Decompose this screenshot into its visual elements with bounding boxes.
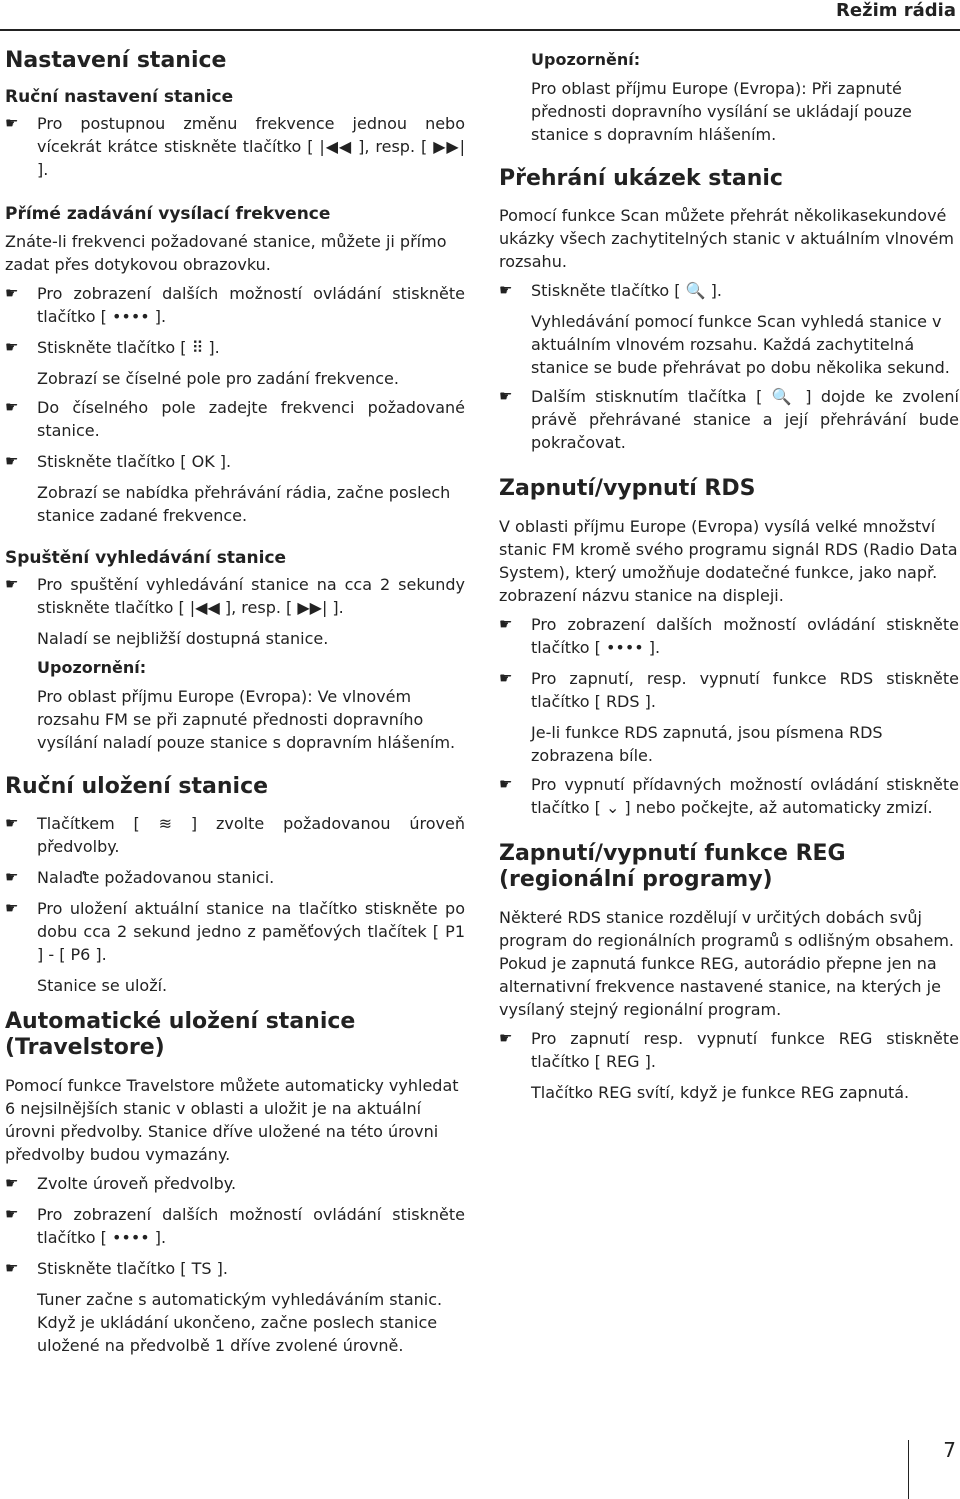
- result-note: Naladí se nejbližší dostupná stanice.: [37, 628, 329, 648]
- warning-text: Pro oblast příjmu Europe (Evropa): Ve vlnovém rozsahu FM se při zapnuté přednosti dopravního vysílání naladí pouze stanice s dopravním hlášením.: [37, 686, 456, 752]
- result-note: Stanice se uloží.: [37, 976, 168, 996]
- pointing-hand-icon: ☛: [5, 1258, 19, 1277]
- list-item: ☛ Stiskněte tlačítko [ OK ].: [5, 451, 232, 471]
- list-item: ☛ Pro zapnutí, resp. vypnutí funkce RDS stiskněte tlačítko [ RDS ].: [499, 668, 959, 711]
- subheading-station-search: Spuštění vyhledávání stanice: [5, 547, 287, 568]
- list-item: ☛ Stiskněte tlačítko [ 🔍 ].: [499, 281, 722, 301]
- pointing-hand-icon: ☛: [5, 114, 19, 133]
- subheading-direct-entry: Přímé zadávání vysílací frekvence: [5, 204, 331, 225]
- result-note: Zobrazí se nabídka přehrávání rádia, začne poslech stanice zadané frekvence.: [37, 482, 451, 525]
- paragraph: Pomocí funkce Scan můžete přehrát několikasekundové ukázky všech zachytitelných stanic v aktuálním vlnovém rozsahu.: [499, 206, 954, 272]
- pointing-hand-icon: ☛: [5, 397, 19, 416]
- list-item: ☛ Pro zobrazení dalších možností ovládání stiskněte tlačítko [ •••• ].: [499, 614, 959, 657]
- list-item: ☛ Pro zobrazení dalších možností ovládání stiskněte tlačítko [ •••• ].: [5, 283, 465, 326]
- left-column: [5, 48, 465, 1363]
- pointing-hand-icon: ☛: [499, 774, 513, 793]
- pointing-hand-icon: ☛: [5, 574, 19, 593]
- result-note: Je-li funkce RDS zapnutá, jsou písmena RDS zobrazena bíle.: [531, 722, 883, 765]
- pointing-hand-icon: ☛: [499, 614, 513, 633]
- pointing-hand-icon: ☛: [5, 899, 19, 918]
- paragraph: V oblasti příjmu Europe (Evropa) vysílá velké množství stanic FM kromě svého programu signál RDS (Radio Data System), který umožňuje dodatečné funkce, jako např. zobrazení názvu stanice na displeji.: [499, 516, 958, 605]
- heading-auto-save: Automatické uložení stanice (Travelstore): [5, 1009, 356, 1061]
- pointing-hand-icon: ☛: [5, 1173, 19, 1192]
- list-item: ☛ Dalším stisknutím tlačítka [ 🔍 ] dojde ke zvolení právě přehrávané stanice a její přehrávání bude pokračovat.: [499, 387, 959, 453]
- heading-reg: Zapnutí/vypnutí funkce REG (regionální programy): [499, 840, 846, 893]
- pointing-hand-icon: ☛: [499, 281, 513, 300]
- list-item: ☛ Tlačítkem [ ≋ ] zvolte požadovanou úroveň předvolby.: [5, 814, 465, 857]
- list-item: ☛ Pro vypnutí přídavných možností ovládání stiskněte tlačítko [ ⌄ ] nebo počkejte, až automaticky zmizí.: [499, 774, 959, 817]
- result-note: Zobrazí se číselné pole pro zadání frekvence.: [37, 368, 399, 388]
- list-item: ☛ Do číselného pole zadejte frekvenci požadované stanice.: [5, 397, 465, 440]
- warning-text: Pro oblast příjmu Europe (Evropa): Při zapnuté přednosti dopravního vysílání se ukládají pouze stanice s dopravním hlášením.: [531, 79, 912, 144]
- pointing-hand-icon: ☛: [5, 814, 19, 833]
- list-item: ☛ Pro uložení aktuální stanice na tlačítko stiskněte po dobu cca 2 sekund jedno z paměťových tlačítek [ P1 ] - [ P6 ].: [5, 899, 465, 965]
- list-item: ☛ Stiskněte tlačítko [ TS ].: [5, 1258, 228, 1278]
- list-item: ☛ Pro zobrazení dalších možností ovládání stiskněte tlačítko [ •••• ].: [5, 1204, 465, 1247]
- heading-manual-save: Ruční uložení stanice: [5, 773, 269, 799]
- pointing-hand-icon: ☛: [499, 387, 513, 406]
- list-item: ☛ Pro zapnutí resp. vypnutí funkce REG stiskněte tlačítko [ REG ].: [499, 1028, 959, 1071]
- pointing-hand-icon: ☛: [5, 868, 19, 887]
- pointing-hand-icon: ☛: [499, 668, 513, 687]
- list-item: ☛ Stiskněte tlačítko [ ⠿ ].: [5, 337, 220, 357]
- result-note: Tlačítko REG svítí, když je funkce REG zapnutá.: [531, 1082, 910, 1102]
- heading-station-setup: Nastavení stanice: [5, 48, 227, 73]
- result-note: Vyhledávání pomocí funkce Scan vyhledá stanice v aktuálním vlnovém rozsahu. Každá zachytitelná stanice se bude přehrávat po dobu několika sekund.: [531, 312, 950, 378]
- pointing-hand-icon: ☛: [5, 451, 19, 470]
- list-item: ☛ Pro postupnou změnu frekvence jednou nebo vícekrát krátce stiskněte tlačítko [ |◀◀ ], resp. [ ▶▶| ].: [5, 114, 465, 180]
- footer-rule: [908, 1440, 909, 1499]
- list-item: ☛ Zvolte úroveň předvolby.: [5, 1173, 237, 1193]
- result-note: Tuner začne s automatickým vyhledáváním stanic. Když je ukládání ukončeno, začne poslech stanice uložené na předvolbě 1 dříve zvolené úrovně.: [37, 1289, 443, 1355]
- header-rule: [0, 29, 960, 31]
- pointing-hand-icon: ☛: [5, 283, 19, 302]
- page-number: 7: [943, 1438, 956, 1462]
- right-column: [499, 48, 959, 1110]
- warning-title: Upozornění:: [531, 50, 641, 69]
- pointing-hand-icon: ☛: [5, 337, 19, 356]
- heading-rds: Zapnutí/vypnutí RDS: [499, 476, 756, 502]
- pointing-hand-icon: ☛: [499, 1028, 513, 1047]
- warning-title: Upozornění:: [37, 657, 147, 677]
- list-item: ☛ Pro spuštění vyhledávání stanice na cca 2 sekundy stiskněte tlačítko [ |◀◀ ], resp. [ ▶▶| ].: [5, 574, 465, 617]
- heading-scan: Přehrání ukázek stanic: [499, 166, 783, 191]
- pointing-hand-icon: ☛: [5, 1204, 19, 1223]
- list-item: ☛ Nalaďte požadovanou stanici.: [5, 868, 275, 888]
- subheading-manual-tuning: Ruční nastavení stanice: [5, 87, 234, 108]
- section-title: Režim rádia: [836, 0, 956, 21]
- paragraph: Některé RDS stanice rozdělují v určitých dobách svůj program do regionálních programů s odlišným obsahem. Pokud je zapnutá funkce REG, autorádio přepne jen na alternativní frekvence nastavené stanice, na kterých je vysílaný stejný regionální program.: [499, 907, 955, 1019]
- paragraph: Pomocí funkce Travelstore můžete automaticky vyhledat 6 nejsilnějších stanic v oblasti a uložit je na aktuální úrovni předvolby. Stanice dříve uložené na této úrovni předvolby budou vymazány.: [5, 1075, 459, 1164]
- paragraph: Znáte-li frekvenci požadované stanice, můžete ji přímo zadat přes dotykovou obrazovku.: [5, 231, 447, 274]
